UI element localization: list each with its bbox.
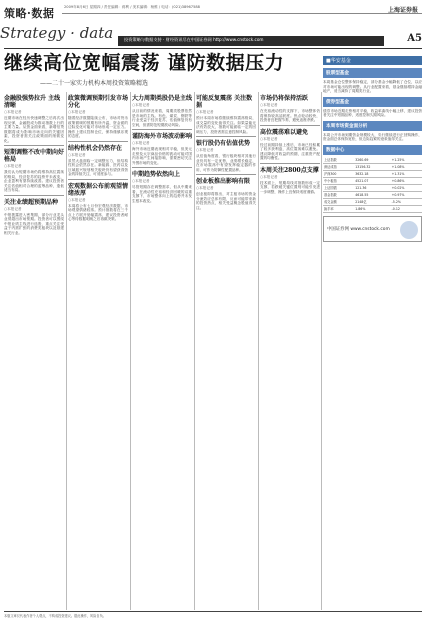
table-cell: 1.86% (354, 205, 390, 212)
table-cell: +1.25% (391, 157, 422, 164)
column-rule (130, 92, 131, 610)
article-title: 中期趋势依然向上 (132, 171, 181, 178)
article-body: 我们认为短期市场仍将维持高位震荡的格局，经济复苏的趋势并未改变，企业盈利有望持续改善。建议投资者关注估值相对合理的蓝筹品种，逢低适当布局。 (4, 170, 64, 192)
column-rule (194, 92, 195, 610)
article-byline: ○本报记者 (4, 110, 22, 114)
data-table (323, 157, 422, 213)
article-byline: ○本报记者 (196, 148, 214, 152)
right-sidebar (323, 54, 422, 594)
article-column-1 (4, 92, 64, 610)
article-body: 预计本周市场将继续维持震荡格局，成交量的变化值得关注。如果量能无法有效放大，指数可能面临一定的回调压力，投资者需注意控制风险。 (196, 116, 256, 134)
ad-logo-icon (400, 221, 418, 239)
article-body: 海外市场近期表现相对平稳，但美元走势及大宗商品价格的波动可能对国内市场产生间接影响，需要密切关注外围市场的变化。 (132, 147, 192, 165)
article-title: 创业板推出影响有限 (196, 178, 251, 185)
table-cell: 沪深300 (323, 170, 354, 177)
table-row (323, 170, 422, 177)
table-cell: 深证成指 (323, 163, 354, 170)
article-body: 近期市场在经历快速调整之后再次出现反弹，金融股成为推动指数上行的主要力量。从资金面来看，新增信贷数据将成为影响市场走向的关键因素，投资者需关注政策面的细微变化。 (4, 116, 64, 143)
table-cell: 4521.07 (354, 177, 390, 184)
article-byline: ○本报记者 (196, 186, 214, 190)
table-cell: 换手率 (323, 205, 354, 212)
sidebar-section-body: 债券市场近期走势相对平稳，收益率曲线小幅上移，建议投资者关注中短期品种，适度控制久期风险。 (323, 108, 422, 117)
ad-banner-text: 投资策略与数据支持 · 财经资讯尽在中国证券网 http://www.cnstock.com (124, 37, 264, 42)
table-cell: 基金指数 (323, 191, 354, 198)
article-title: 关注业绩超预期品种 (4, 198, 59, 206)
sidebar-section-title: 本周市场资金面分析 (323, 121, 422, 131)
article (260, 167, 320, 195)
data-table-title: 数据中心 (323, 145, 422, 155)
article-column-3 (132, 92, 192, 610)
table-cell: 2148亿 (354, 198, 390, 205)
divider (196, 174, 256, 175)
article-title: 本周关注2800点支撑 (260, 166, 319, 174)
article-title: 银行股仍有估值优势 (196, 140, 251, 147)
article-title: 短期调整不改中期向好格局 (4, 149, 64, 163)
table-cell: +0.86% (391, 177, 422, 184)
lead-headline: 继续高位宽幅震荡 谨防数据压力 (4, 52, 285, 74)
lead-subhead: ——二十一家实力机构本周投资策略精选 (40, 80, 149, 87)
table-row (323, 163, 422, 170)
table-row (323, 205, 422, 212)
article-body: 中报披露进入密集期，部分行业龙头业绩超出市场预期。投资者可以围绕中报业绩主线进行选股，重点关注受益于内需扩张的消费类板块以及基建相关行业。 (4, 212, 64, 235)
article (4, 199, 64, 236)
masthead (4, 3, 422, 25)
divider (4, 145, 64, 146)
table-cell: +0.02% (391, 184, 422, 191)
table-row (323, 198, 422, 205)
article (196, 95, 256, 134)
article-title: 大力周期类股仍是主线 (132, 95, 192, 102)
divider (68, 179, 128, 180)
sidebar-section-title: 股票型基金 (323, 68, 422, 78)
table-cell: 13156.32 (354, 163, 390, 170)
table-cell: 4618.55 (354, 191, 390, 198)
article-body: 在充裕流动性的支撑下，市场整体仍将保持较高活跃度。热点轮动较快，投资者宜把握节奏，避免追涨杀跌。 (260, 109, 320, 122)
article-body: 随着经济数据陆续公布，市场对货币政策微调的预期有所升温，资金面的边际变化可能对市场形成一定压力。操作上建议控制仓位，保持谨慎乐观的态度。 (68, 116, 128, 138)
article (132, 171, 192, 203)
article-byline: ○本报记者 (4, 206, 22, 211)
column-rule (66, 92, 67, 610)
article (68, 95, 128, 139)
table-cell: 3260.69 (354, 157, 390, 164)
article-column-4 (196, 92, 256, 610)
sidebar-header: ■华安基金 (323, 56, 422, 65)
article (68, 145, 128, 177)
article-byline: ○本报记者 (260, 136, 278, 141)
issue-meta: 2009年8月6日 星期四 / 责任编辑：蒋利 / 美术编辑：杨维 / 电话：(021)38967588 (64, 5, 200, 9)
article-byline: ○本报记者 (4, 164, 22, 168)
article (68, 183, 128, 222)
column-rule (258, 92, 259, 610)
page-footer: 本版文章仅代表作者个人观点，不构成投资建议。据此操作，风险自负。 (4, 611, 422, 618)
article (196, 178, 256, 210)
article-body: 虽然大盘面临一定调整压力，但结构性机会依然存在。新能源、医药以及区域振兴规划相关板块仍有望获得资金的持续关注，可适度参与。 (68, 158, 128, 176)
table-cell: +1.08% (391, 163, 422, 170)
sidebar-ad-text: 中国证券网 www.cnstock.com (327, 226, 390, 232)
article-byline: ○本报记者 (260, 174, 278, 179)
article-body: 经过前期持续上涨后，市场已经积累了较多获利盘，高位震荡难以避免。建议降低对收益的预期，注重资产配置的均衡性。 (260, 142, 320, 160)
table-row (323, 177, 422, 184)
article-body: 从估值角度看，银行板块相对其他行业仍具有一定优势，业绩增长稳定，在市场震荡中有望发挥稳定器的作用，可作为防御性配置品种。 (196, 154, 256, 172)
table-cell: 上证指数 (323, 157, 354, 164)
table-cell: 3632.18 (354, 170, 390, 177)
article-title: 宏观数据公布前观望情绪浓厚 (68, 182, 128, 197)
column-rule (321, 92, 322, 610)
table-cell: +0.97% (391, 191, 422, 198)
article-byline: ○本报记者 (132, 141, 150, 145)
article (260, 129, 320, 161)
table-cell: -5.2% (391, 198, 422, 205)
article-body: 从目前的情况来看，周期类股票依然是市场的主线。有色、煤炭、钢铁等行业受益于经济复苏，估值修复仍有空间，但需防范短期波动风险。 (132, 109, 192, 127)
divider (260, 163, 320, 164)
article-column-2 (68, 92, 128, 610)
top-rule (62, 13, 422, 14)
article-title: 可能反复震荡 关注数据 (196, 95, 253, 109)
sidebar-ad (323, 216, 422, 242)
article-body: 创业板即将推出，对主板市场的资金分流效应总体有限，反而可能带来新的投资热点，相关受益概念股值得关注。 (196, 192, 256, 210)
sidebar-section-body: 本周公开市场到期资金规模较大，央行继续进行正回购操作，资金面总体保持宽松，但边际趋紧的迹象值得关注。 (323, 132, 422, 141)
paper-name: 上海证券报 (387, 7, 418, 14)
article-byline: ○本报记者 (68, 197, 86, 202)
article-byline: ○本报记者 (132, 179, 150, 183)
table-cell: -0.12 (391, 205, 422, 212)
article-title: 政策微调预期引发市场分化 (68, 95, 128, 109)
article (260, 95, 320, 123)
divider (132, 167, 192, 168)
article-byline: ○本报记者 (260, 103, 278, 107)
article (4, 149, 64, 193)
masthead-rule (4, 48, 422, 49)
article-title: 谨防海外市场波动影响 (132, 133, 192, 140)
article-column-5 (260, 92, 320, 610)
divider (260, 125, 320, 126)
table-cell: +1.31% (391, 170, 422, 177)
page-number: A5 (407, 33, 422, 44)
section-kicker-en: Strategy · data (0, 24, 114, 42)
article-byline: ○本报记者 (68, 152, 86, 157)
article-title: 金融股强势拉升 主线清晰 (4, 95, 61, 109)
article-byline: ○本报记者 (68, 110, 86, 114)
article-byline: ○本报记者 (196, 110, 214, 114)
section-kicker: 策略·数据 (4, 7, 55, 20)
table-cell: 上证国债 (323, 184, 354, 191)
table-row (323, 191, 422, 198)
table-row (323, 184, 422, 191)
article-body: 技术面上，短期均线对指数形成一定支撑，若跌破关键位置则可能引发进一步调整，操作上宜保持适度谨慎。 (260, 180, 320, 194)
table-cell: 中小板指 (323, 177, 354, 184)
article-body: 尽管短期存在调整需求，但从中期来看，在流动性充裕和经济回暖的双重支撑下，市场整体向上的趋势并未发生根本改变。 (132, 185, 192, 203)
article-title: 市场仍将保持活跃 (260, 95, 309, 102)
article-title: 结构性机会仍然存在 (68, 144, 123, 152)
article (132, 133, 192, 165)
divider (68, 141, 128, 142)
table-cell: 成交金额 (323, 198, 354, 205)
article (196, 140, 256, 172)
table-cell: 121.36 (354, 184, 390, 191)
divider (196, 136, 256, 137)
article-title: 高位震荡难以避免 (260, 128, 309, 136)
article-byline: ○本报记者 (132, 103, 150, 107)
sidebar-section-title: 债券型基金 (323, 97, 422, 107)
article (4, 95, 64, 143)
divider (132, 129, 192, 130)
article-body: 本周将公布七月份宏观经济数据，市场观望情绪较浓。预计指数将在三千点上方展开宽幅震荡，建议投资者耐心等待数据明朗之后再做决策。 (68, 203, 128, 221)
divider (4, 195, 64, 196)
sidebar-section-body: 本周基金仓位整体保持稳定，部分基金小幅降低了仓位，以应对市场可能出现的调整。从行业配置来看，基金继续增持金融地产，适当减持了周期类行业。 (323, 80, 422, 93)
article (132, 95, 192, 127)
